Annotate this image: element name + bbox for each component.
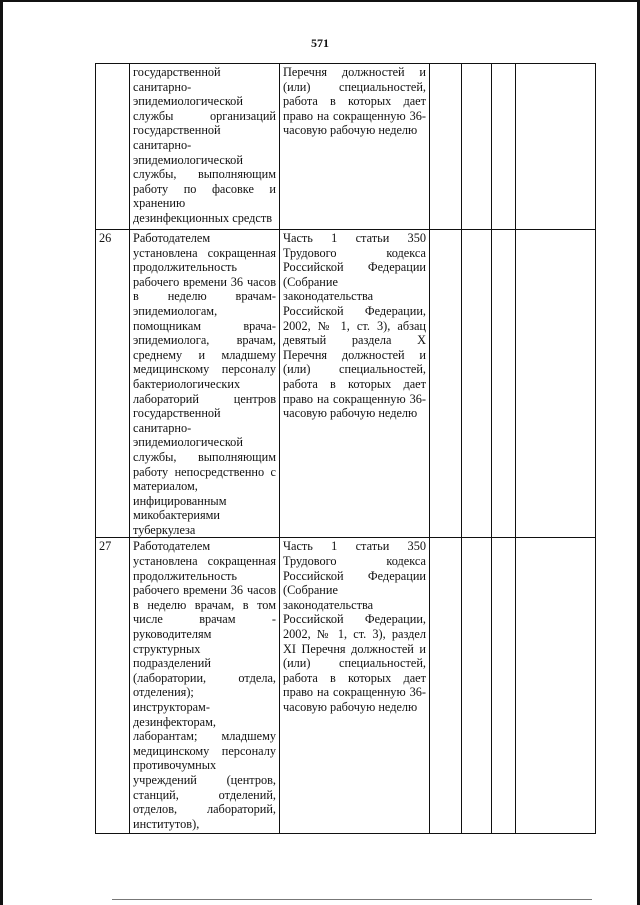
empty-cell [430, 538, 462, 834]
empty-cell [516, 538, 596, 834]
text-line: туберкулеза [133, 522, 196, 537]
text-line: работа в которых дает [283, 376, 426, 391]
description-cell [130, 64, 280, 230]
text-line: отделов, лабораторий, [133, 802, 276, 817]
text-line: работу непосредственно с [133, 464, 276, 479]
text-line: службы, выполняющим [133, 167, 276, 182]
text-line: Работодателем [133, 231, 211, 245]
text-line: в неделю врачам, в том [133, 597, 276, 612]
text-line: право на сокращенную 36- [283, 685, 426, 700]
text-line: Часть 1 статьи 350 [283, 231, 426, 245]
text-line: Перечня должностей и [283, 347, 426, 362]
text-line: законодательства [283, 289, 374, 304]
page-number: 571 [311, 36, 329, 50]
row-number-cell: 27 [96, 538, 130, 834]
text-line: материалом, [133, 479, 198, 494]
text-line: государственной [133, 123, 221, 138]
text-line: службы организаций [133, 108, 276, 123]
table-row [96, 64, 596, 230]
empty-cell [462, 538, 492, 834]
text-line: государственной [133, 65, 221, 79]
legal-basis-cell [280, 230, 430, 538]
text-line: часовую рабочую неделю [283, 700, 418, 714]
text-line: отделения); [133, 685, 194, 700]
scan-border-left [0, 0, 3, 905]
text-line: эпидемиологической [133, 152, 243, 167]
description-cell [130, 230, 280, 538]
empty-cell [462, 64, 492, 230]
text-line: учреждений (центров, [133, 772, 276, 787]
text-line: хранению [133, 196, 186, 211]
text-line: дезинфекторам, [133, 714, 216, 729]
text-line: станций, отделений, [133, 787, 276, 802]
text-line: продолжительность [133, 260, 238, 275]
text-line: инфицированным [133, 493, 227, 508]
text-line: продолжительность [133, 568, 238, 583]
text-line: (Собрание [283, 274, 338, 289]
text-line: Российской Федерации [283, 568, 426, 583]
text-line: законодательства [283, 597, 374, 612]
text-line: работу по фасовке и [133, 181, 276, 196]
text-line: санитарно- [133, 137, 192, 152]
text-line: Трудового кодекса [283, 554, 426, 569]
text-line: рабочего времени 36 часов [133, 274, 276, 289]
text-line: санитарно- [133, 420, 192, 435]
text-line: инструкторам- [133, 700, 210, 714]
text-line: лаборантам; младшему [133, 729, 276, 744]
text-line: установлена сокращенная [133, 245, 276, 260]
text-line: санитарно- [133, 79, 192, 94]
text-line: (или) специальностей, [283, 656, 426, 671]
text-line: работа в которых дает [283, 94, 426, 109]
text-line: противочумных [133, 758, 217, 773]
legal-basis-cell [280, 538, 430, 834]
document-table [95, 63, 596, 834]
text-line: право на сокращенную 36- [283, 391, 426, 406]
empty-cell [430, 64, 462, 230]
text-line: Перечня должностей и [283, 65, 426, 79]
description-cell [130, 538, 280, 834]
text-line: Российской Федерации, [283, 612, 426, 627]
text-line: Трудового кодекса [283, 245, 426, 260]
table-row [96, 538, 596, 834]
text-line: руководителям [133, 627, 212, 642]
text-line: работа в которых дает [283, 670, 426, 685]
text-line: 2002, № 1, ст. 3), абзац [283, 318, 426, 333]
empty-cell [430, 230, 462, 538]
text-line: службы, выполняющим [133, 449, 276, 464]
text-line: (или) специальностей, [283, 362, 426, 377]
text-line: лабораторий центров [133, 391, 276, 406]
text-line: эпидемиологической [133, 435, 243, 450]
text-line: эпидемиолога, врачам, [133, 333, 276, 348]
text-line: рабочего времени 36 часов [133, 583, 276, 598]
scan-bottom-rule [112, 899, 592, 900]
text-line: эпидемиологической [133, 94, 243, 109]
empty-cell [492, 64, 516, 230]
text-line: бактериологических [133, 376, 241, 391]
text-line: медицинскому персоналу [133, 743, 276, 758]
text-line: структурных [133, 641, 201, 656]
text-line: XI Перечня должностей и [283, 641, 426, 656]
text-line: помощникам врача- [133, 318, 276, 333]
row-number-cell: 26 [96, 230, 130, 538]
text-line: подразделений [133, 656, 211, 671]
text-line: установлена сокращенная [133, 554, 276, 569]
text-line: медицинскому персоналу [133, 362, 276, 377]
text-line: дезинфекционных средств [133, 210, 273, 225]
text-line: (лаборатории, отдела, [133, 670, 276, 685]
empty-cell [492, 538, 516, 834]
text-line: в неделю врачам- [133, 289, 276, 304]
legal-basis-cell [280, 64, 430, 230]
text-line: среднему и младшему [133, 347, 276, 362]
text-line: девятый раздела X [283, 333, 426, 348]
text-line: право на сокращенную 36- [283, 108, 426, 123]
text-line: часовую рабочую неделю [283, 406, 418, 421]
scan-border-top [0, 0, 640, 2]
text-line: Российской Федерации [283, 260, 426, 275]
table-row [96, 230, 596, 538]
text-line: государственной [133, 406, 221, 421]
text-line: часовую рабочую неделю [283, 123, 418, 138]
empty-cell [516, 64, 596, 230]
row-number-cell [96, 64, 130, 230]
text-line: микобактериями [133, 508, 220, 523]
text-line: 2002, № 1, ст. 3), раздел [283, 627, 426, 642]
text-line: числе врачам - [133, 612, 276, 627]
text-line: институтов), [133, 816, 200, 831]
text-line: Российской Федерации, [283, 303, 426, 318]
empty-cell [462, 230, 492, 538]
text-line: (Собрание [283, 583, 338, 598]
text-line: эпидемиологам, [133, 303, 218, 318]
text-line: Работодателем [133, 539, 211, 554]
text-line: (или) специальностей, [283, 79, 426, 94]
empty-cell [492, 230, 516, 538]
empty-cell [516, 230, 596, 538]
text-line: Часть 1 статьи 350 [283, 539, 426, 554]
